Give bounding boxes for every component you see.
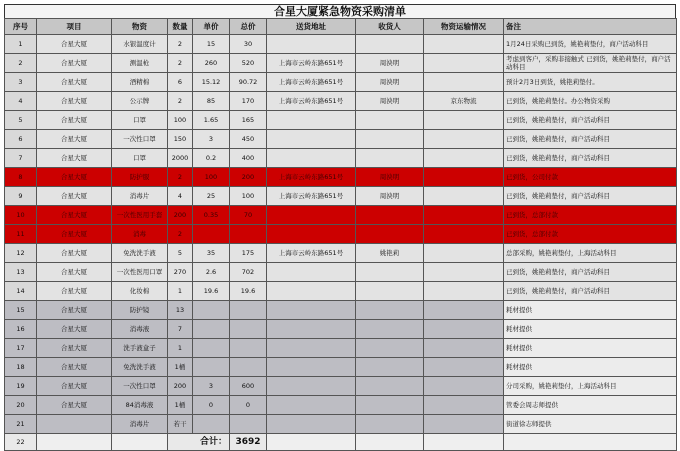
item-cell: 化妆棉 bbox=[112, 282, 168, 301]
row-no-cell: 13 bbox=[5, 263, 37, 282]
header-row bbox=[5, 19, 677, 35]
header-cell-note: 备注 bbox=[504, 19, 677, 35]
header-cell-price: 单价 bbox=[193, 19, 230, 35]
price-cell: 100 bbox=[193, 168, 230, 187]
receiver-cell bbox=[356, 358, 424, 377]
table-row bbox=[5, 149, 677, 168]
address-cell: 上海市云岭东路651号 bbox=[267, 187, 356, 206]
shipping-cell bbox=[424, 54, 504, 73]
note-cell: 已到货，姚艳莉垫付，商户活动科目 bbox=[504, 263, 677, 282]
project-cell bbox=[37, 415, 112, 434]
note-cell: 总部采购，姚艳莉垫付，上海活动科目 bbox=[504, 244, 677, 263]
price-cell: 0.35 bbox=[193, 206, 230, 225]
table-row bbox=[5, 187, 677, 206]
qty-cell: 100 bbox=[168, 111, 193, 130]
qty-cell: 2 bbox=[168, 54, 193, 73]
note-cell: 已到货，姚艳莉垫付，商户活动科目 bbox=[504, 149, 677, 168]
project-cell: 合星大厦 bbox=[37, 130, 112, 149]
price-cell bbox=[193, 339, 230, 358]
item-cell: 防护服 bbox=[112, 168, 168, 187]
qty-cell: 2 bbox=[168, 168, 193, 187]
price-cell: 1.65 bbox=[193, 111, 230, 130]
total-cell bbox=[230, 320, 267, 339]
row-no-cell: 2 bbox=[5, 54, 37, 73]
note-cell: 已到货，总部付款 bbox=[504, 225, 677, 244]
shipping-cell bbox=[424, 282, 504, 301]
shipping-cell bbox=[424, 415, 504, 434]
row-no-cell: 15 bbox=[5, 301, 37, 320]
receiver-cell bbox=[356, 339, 424, 358]
item-cell: 消毒片 bbox=[112, 187, 168, 206]
address-cell: 上海市云岭东路651号 bbox=[267, 73, 356, 92]
qty-cell: 若干 bbox=[168, 415, 193, 434]
total-cell: 175 bbox=[230, 244, 267, 263]
total-cell: 450 bbox=[230, 130, 267, 149]
row-no-cell: 20 bbox=[5, 396, 37, 415]
qty-cell: 2 bbox=[168, 92, 193, 111]
header-cell-no: 序号 bbox=[5, 19, 37, 35]
shipping-cell bbox=[424, 225, 504, 244]
note-cell: 预计2月3日到货，姚艳莉垫付。 bbox=[504, 73, 677, 92]
row-no-cell: 9 bbox=[5, 187, 37, 206]
item-cell: 消毒 bbox=[112, 225, 168, 244]
address-cell bbox=[267, 301, 356, 320]
project-cell: 合星大厦 bbox=[37, 339, 112, 358]
sheet-title: 合星大厦紧急物资采购清单 bbox=[4, 4, 676, 18]
row-no-cell: 11 bbox=[5, 225, 37, 244]
receiver-cell bbox=[356, 396, 424, 415]
row-no-cell: 17 bbox=[5, 339, 37, 358]
table-row bbox=[5, 35, 677, 54]
total-label: 合计： bbox=[168, 434, 230, 451]
table-row bbox=[5, 225, 677, 244]
row-no-cell: 6 bbox=[5, 130, 37, 149]
total-row bbox=[5, 434, 677, 451]
price-cell: 19.6 bbox=[193, 282, 230, 301]
project-cell: 合星大厦 bbox=[37, 377, 112, 396]
item-cell: 一次性医用口罩 bbox=[112, 263, 168, 282]
qty-cell: 150 bbox=[168, 130, 193, 149]
receiver-cell bbox=[356, 225, 424, 244]
price-cell: 15.12 bbox=[193, 73, 230, 92]
item-cell: 免洗洗手液 bbox=[112, 244, 168, 263]
total-cell bbox=[230, 339, 267, 358]
project-cell: 合星大厦 bbox=[37, 92, 112, 111]
address-cell: 上海市云岭东路651号 bbox=[267, 54, 356, 73]
item-cell: 免洗洗手液 bbox=[112, 358, 168, 377]
note-cell: 已到货，总部付款 bbox=[504, 206, 677, 225]
total-cell: 600 bbox=[230, 377, 267, 396]
header-cell-project: 项目 bbox=[37, 19, 112, 35]
row-no-cell: 21 bbox=[5, 415, 37, 434]
header-cell-receiver: 收货人 bbox=[356, 19, 424, 35]
row-no-cell: 14 bbox=[5, 282, 37, 301]
item-cell: 酒精棉 bbox=[112, 73, 168, 92]
row-no-cell: 19 bbox=[5, 377, 37, 396]
note-cell: 已到货，姚艳莉垫付，商户活动科目 bbox=[504, 187, 677, 206]
receiver-cell bbox=[356, 130, 424, 149]
price-cell: 85 bbox=[193, 92, 230, 111]
receiver-cell: 周泱明 bbox=[356, 54, 424, 73]
price-cell: 2.6 bbox=[193, 263, 230, 282]
project-cell: 合星大厦 bbox=[37, 225, 112, 244]
row-no-cell: 10 bbox=[5, 206, 37, 225]
price-cell bbox=[193, 358, 230, 377]
receiver-cell: 周泱明 bbox=[356, 73, 424, 92]
qty-cell: 2 bbox=[168, 35, 193, 54]
row-no-cell: 7 bbox=[5, 149, 37, 168]
table-row bbox=[5, 263, 677, 282]
row-no-cell: 1 bbox=[5, 35, 37, 54]
item-cell: 防护镜 bbox=[112, 301, 168, 320]
receiver-cell bbox=[356, 206, 424, 225]
shipping-cell bbox=[424, 263, 504, 282]
table-row bbox=[5, 54, 677, 73]
total-cell: 702 bbox=[230, 263, 267, 282]
project-cell: 合星大厦 bbox=[37, 301, 112, 320]
note-cell: 分司采购，姚艳莉垫付，上海活动科目 bbox=[504, 377, 677, 396]
address-cell bbox=[267, 130, 356, 149]
note-cell: 已到货，姚艳莉垫付。办公物资采购 bbox=[504, 92, 677, 111]
address-cell: 上海市云岭东路651号 bbox=[267, 168, 356, 187]
address-cell bbox=[267, 263, 356, 282]
qty-cell: 2 bbox=[168, 225, 193, 244]
purchase-sheet bbox=[4, 4, 676, 451]
address-cell bbox=[267, 149, 356, 168]
total-row-no: 22 bbox=[5, 434, 37, 451]
receiver-cell bbox=[356, 415, 424, 434]
address-cell: 上海市云岭东路651号 bbox=[267, 92, 356, 111]
address-cell bbox=[267, 111, 356, 130]
table-row bbox=[5, 396, 677, 415]
row-no-cell: 5 bbox=[5, 111, 37, 130]
shipping-cell bbox=[424, 130, 504, 149]
address-cell bbox=[267, 282, 356, 301]
shipping-cell: 京东物流 bbox=[424, 92, 504, 111]
receiver-cell: 周泱明 bbox=[356, 92, 424, 111]
table-row bbox=[5, 92, 677, 111]
address-cell bbox=[267, 35, 356, 54]
header-cell-address: 送货地址 bbox=[267, 19, 356, 35]
receiver-cell bbox=[356, 282, 424, 301]
note-cell: 耗材提供 bbox=[504, 339, 677, 358]
purchase-table bbox=[4, 18, 677, 451]
table-row bbox=[5, 339, 677, 358]
project-cell: 合星大厦 bbox=[37, 263, 112, 282]
qty-cell: 13 bbox=[168, 301, 193, 320]
price-cell bbox=[193, 415, 230, 434]
qty-cell: 1 bbox=[168, 282, 193, 301]
total-cell: 200 bbox=[230, 168, 267, 187]
receiver-cell bbox=[356, 111, 424, 130]
qty-cell: 200 bbox=[168, 377, 193, 396]
qty-cell: 6 bbox=[168, 73, 193, 92]
receiver-cell bbox=[356, 320, 424, 339]
item-cell: 一次性口罩 bbox=[112, 130, 168, 149]
shipping-cell bbox=[424, 377, 504, 396]
address-cell bbox=[267, 415, 356, 434]
item-cell: 84消毒液 bbox=[112, 396, 168, 415]
project-cell: 合星大厦 bbox=[37, 244, 112, 263]
note-cell: 已到货，姚艳莉垫付，商户活动科目 bbox=[504, 111, 677, 130]
table-row bbox=[5, 111, 677, 130]
address-cell bbox=[267, 377, 356, 396]
table-row bbox=[5, 358, 677, 377]
shipping-cell bbox=[424, 187, 504, 206]
total-cell: 400 bbox=[230, 149, 267, 168]
total-cell: 90.72 bbox=[230, 73, 267, 92]
shipping-cell bbox=[424, 168, 504, 187]
shipping-cell bbox=[424, 73, 504, 92]
note-cell: 耗材提供 bbox=[504, 320, 677, 339]
shipping-cell bbox=[424, 301, 504, 320]
receiver-cell bbox=[356, 35, 424, 54]
shipping-cell bbox=[424, 339, 504, 358]
table-row bbox=[5, 301, 677, 320]
table-row bbox=[5, 244, 677, 263]
project-cell: 合星大厦 bbox=[37, 358, 112, 377]
address-cell bbox=[267, 358, 356, 377]
project-cell: 合星大厦 bbox=[37, 282, 112, 301]
total-cell: 30 bbox=[230, 35, 267, 54]
price-cell: 0 bbox=[193, 396, 230, 415]
total-cell: 0 bbox=[230, 396, 267, 415]
note-cell: 已到货，公司付款 bbox=[504, 168, 677, 187]
address-cell bbox=[267, 206, 356, 225]
address-cell bbox=[267, 225, 356, 244]
note-cell: 耗材提供 bbox=[504, 358, 677, 377]
total-cell: 70 bbox=[230, 206, 267, 225]
project-cell: 合星大厦 bbox=[37, 73, 112, 92]
project-cell: 合星大厦 bbox=[37, 111, 112, 130]
note-cell: 已到货，姚艳莉垫付，商户活动科目 bbox=[504, 282, 677, 301]
qty-cell: 2000 bbox=[168, 149, 193, 168]
item-cell: 水银温度计 bbox=[112, 35, 168, 54]
receiver-cell: 周泱明 bbox=[356, 168, 424, 187]
header-cell-total: 总价 bbox=[230, 19, 267, 35]
row-no-cell: 16 bbox=[5, 320, 37, 339]
total-cell bbox=[230, 415, 267, 434]
price-cell: 0.2 bbox=[193, 149, 230, 168]
row-no-cell: 12 bbox=[5, 244, 37, 263]
receiver-cell bbox=[356, 377, 424, 396]
qty-cell: 200 bbox=[168, 206, 193, 225]
item-cell: 一次性口罩 bbox=[112, 377, 168, 396]
item-cell: 测温枪 bbox=[112, 54, 168, 73]
item-cell: 消毒片 bbox=[112, 415, 168, 434]
qty-cell: 1桶 bbox=[168, 396, 193, 415]
price-cell: 15 bbox=[193, 35, 230, 54]
note-cell: 街道徐志师提供 bbox=[504, 415, 677, 434]
item-cell: 口罩 bbox=[112, 111, 168, 130]
address-cell bbox=[267, 396, 356, 415]
note-cell: 1月24日采购已到货，姚艳莉垫付，商户活动科目 bbox=[504, 35, 677, 54]
price-cell bbox=[193, 320, 230, 339]
table-row bbox=[5, 130, 677, 149]
item-cell: 口罩 bbox=[112, 149, 168, 168]
header-cell-item: 物资 bbox=[112, 19, 168, 35]
total-cell: 100 bbox=[230, 187, 267, 206]
receiver-cell: 姚艳莉 bbox=[356, 244, 424, 263]
qty-cell: 270 bbox=[168, 263, 193, 282]
item-cell: 消毒液 bbox=[112, 320, 168, 339]
table-body bbox=[5, 35, 677, 434]
total-cell: 520 bbox=[230, 54, 267, 73]
address-cell bbox=[267, 339, 356, 358]
header-cell-qty: 数量 bbox=[168, 19, 193, 35]
table-row bbox=[5, 320, 677, 339]
total-cell bbox=[230, 301, 267, 320]
item-cell: 一次性医用手套 bbox=[112, 206, 168, 225]
receiver-cell bbox=[356, 301, 424, 320]
total-cell: 19.6 bbox=[230, 282, 267, 301]
qty-cell: 5 bbox=[168, 244, 193, 263]
table-row bbox=[5, 377, 677, 396]
price-cell: 3 bbox=[193, 130, 230, 149]
table-row bbox=[5, 415, 677, 434]
price-cell bbox=[193, 225, 230, 244]
item-cell: 洗手液盒子 bbox=[112, 339, 168, 358]
project-cell: 合星大厦 bbox=[37, 320, 112, 339]
row-no-cell: 3 bbox=[5, 73, 37, 92]
project-cell: 合星大厦 bbox=[37, 168, 112, 187]
qty-cell: 1桶 bbox=[168, 358, 193, 377]
item-cell: 公示牌 bbox=[112, 92, 168, 111]
table-row bbox=[5, 206, 677, 225]
shipping-cell bbox=[424, 206, 504, 225]
project-cell: 合星大厦 bbox=[37, 396, 112, 415]
total-cell: 170 bbox=[230, 92, 267, 111]
address-cell bbox=[267, 320, 356, 339]
project-cell: 合星大厦 bbox=[37, 206, 112, 225]
row-no-cell: 8 bbox=[5, 168, 37, 187]
row-no-cell: 18 bbox=[5, 358, 37, 377]
price-cell: 3 bbox=[193, 377, 230, 396]
receiver-cell: 周泱明 bbox=[356, 187, 424, 206]
shipping-cell bbox=[424, 396, 504, 415]
shipping-cell bbox=[424, 358, 504, 377]
total-value: 3692 bbox=[230, 434, 267, 451]
header-cell-shipping: 物资运输情况 bbox=[424, 19, 504, 35]
price-cell bbox=[193, 301, 230, 320]
address-cell: 上海市云岭东路651号 bbox=[267, 244, 356, 263]
qty-cell: 7 bbox=[168, 320, 193, 339]
project-cell: 合星大厦 bbox=[37, 54, 112, 73]
shipping-cell bbox=[424, 149, 504, 168]
qty-cell: 1 bbox=[168, 339, 193, 358]
total-cell: 165 bbox=[230, 111, 267, 130]
project-cell: 合星大厦 bbox=[37, 187, 112, 206]
receiver-cell bbox=[356, 149, 424, 168]
shipping-cell bbox=[424, 111, 504, 130]
row-no-cell: 4 bbox=[5, 92, 37, 111]
price-cell: 260 bbox=[193, 54, 230, 73]
receiver-cell bbox=[356, 263, 424, 282]
qty-cell: 4 bbox=[168, 187, 193, 206]
note-cell: 已到货，姚艳莉垫付，商户活动科目 bbox=[504, 130, 677, 149]
table-row bbox=[5, 282, 677, 301]
price-cell: 35 bbox=[193, 244, 230, 263]
table-row bbox=[5, 73, 677, 92]
shipping-cell bbox=[424, 320, 504, 339]
price-cell: 25 bbox=[193, 187, 230, 206]
table-row bbox=[5, 168, 677, 187]
total-cell bbox=[230, 225, 267, 244]
note-cell: 考虑到客户，采购非接触式 已到货，姚艳莉垫付，商户活动科目 bbox=[504, 54, 677, 73]
note-cell: 耗材提供 bbox=[504, 301, 677, 320]
shipping-cell bbox=[424, 35, 504, 54]
project-cell: 合星大厦 bbox=[37, 35, 112, 54]
total-cell bbox=[230, 358, 267, 377]
shipping-cell bbox=[424, 244, 504, 263]
project-cell: 合星大厦 bbox=[37, 149, 112, 168]
note-cell: 管委会周志师提供 bbox=[504, 396, 677, 415]
